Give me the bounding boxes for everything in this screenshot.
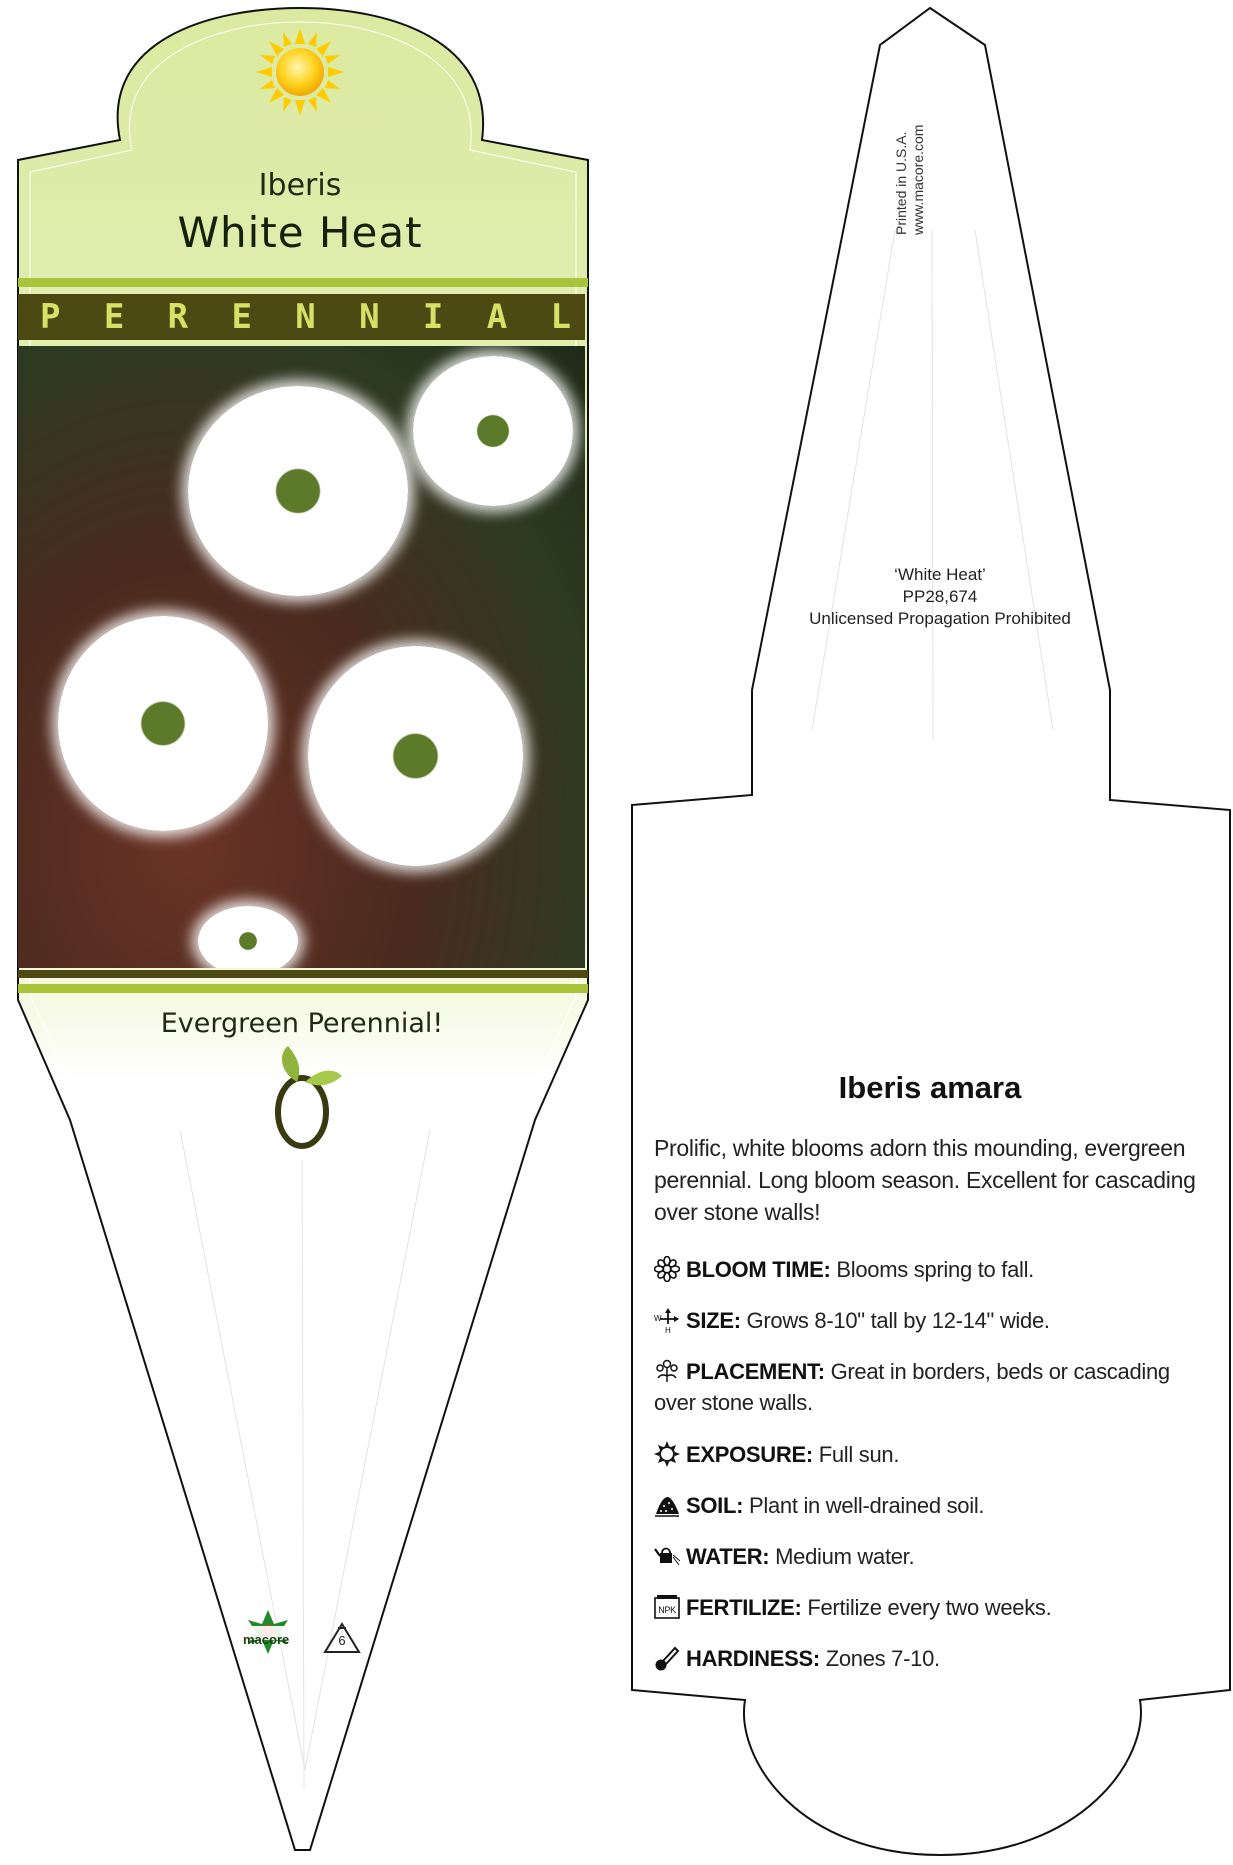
tagline: Evergreen Perennial! — [160, 1008, 444, 1039]
plant-description: Prolific, white blooms adorn this mounding, evergreen perennial. Long bloom season. Excellent for cascading over stone walls! — [654, 1135, 1196, 1225]
variety-name: White Heat — [177, 208, 423, 257]
info-label: SOIL: — [686, 1493, 744, 1518]
category-letter: P — [40, 297, 61, 337]
info-label: PLACEMENT: — [686, 1359, 825, 1384]
info-label: BLOOM TIME: — [686, 1257, 831, 1282]
info-text: Great in borders, beds or cascading over stone walls. — [654, 1359, 1170, 1415]
plant-photo — [18, 346, 585, 968]
sun-icon — [256, 28, 344, 116]
patent-cultivar-name: ‘White Heat’ — [894, 565, 986, 584]
info-text: Blooms spring to fall. — [836, 1257, 1034, 1282]
flower-cluster — [413, 356, 573, 506]
info-label: WATER: — [686, 1544, 770, 1569]
info-bloom-time — [654, 1254, 1216, 1285]
genus-name: Iberis — [258, 168, 342, 203]
category-letter: N — [359, 297, 380, 337]
soil-pile-icon — [654, 1492, 680, 1518]
printed-website: www.macore.com — [910, 124, 926, 235]
header-stripe-1 — [18, 278, 588, 287]
flower-cluster — [188, 386, 408, 596]
species-name: Iberis amara — [838, 1070, 1022, 1105]
info-text: Plant in well-drained soil. — [748, 1493, 985, 1518]
info-size — [654, 1305, 1216, 1336]
category-letter: R — [167, 297, 189, 337]
category-letter: E — [231, 297, 252, 337]
back-tag-outline — [632, 8, 1230, 1855]
category-letter: A — [486, 297, 508, 337]
printed-info — [893, 95, 927, 235]
patent-number: PP28,674 — [902, 587, 978, 606]
back-tag — [632, 8, 1230, 1855]
info-text: Fertilize every two weeks. — [807, 1595, 1052, 1620]
flower-cluster — [198, 906, 298, 968]
recycle-code: 6 — [338, 1633, 346, 1648]
info-label: FERTILIZE: — [686, 1595, 802, 1620]
info-water — [654, 1541, 1216, 1572]
size-arrows-icon — [654, 1307, 680, 1333]
info-placement — [654, 1356, 1216, 1418]
category-letter: I — [422, 297, 444, 337]
npk-fertilizer-icon — [654, 1594, 680, 1620]
info-soil — [654, 1490, 1216, 1521]
footer-stripe-2 — [18, 984, 588, 993]
info-exposure — [654, 1439, 1216, 1470]
info-text: Medium water. — [775, 1544, 915, 1569]
info-hardiness — [654, 1643, 1216, 1674]
flower-icon — [654, 1256, 680, 1282]
npk-icon-label: NPK — [658, 1605, 676, 1615]
category-letter: E — [103, 297, 125, 337]
category-letter: L — [550, 297, 571, 337]
category-letter: N — [295, 297, 316, 337]
flower-cluster — [58, 616, 268, 831]
patent-notice: Unlicensed Propagation Prohibited — [809, 609, 1071, 628]
plant-placement-icon — [654, 1358, 680, 1384]
footer-stripe-1 — [18, 970, 588, 978]
sun-icon — [654, 1441, 680, 1467]
thermometer-icon — [654, 1645, 680, 1671]
info-label: HARDINESS: — [686, 1646, 820, 1671]
size-icon-letter: W — [654, 1314, 662, 1323]
info-fertilize — [654, 1592, 1216, 1623]
printed-country: Printed in U.S.A. — [893, 131, 909, 235]
info-text: Full sun. — [818, 1442, 900, 1467]
category-band — [18, 294, 585, 340]
flower-cluster — [308, 646, 523, 866]
info-text: Zones 7-10. — [825, 1646, 940, 1671]
brand-name: macore — [243, 1632, 290, 1647]
watering-can-icon — [654, 1543, 680, 1569]
info-text: Grows 8-10" tall by 12-14" wide. — [746, 1308, 1050, 1333]
size-icon-letter: H — [665, 1326, 671, 1333]
info-label: EXPOSURE: — [686, 1442, 813, 1467]
patent-block — [700, 564, 1180, 630]
info-label: SIZE: — [686, 1308, 741, 1333]
